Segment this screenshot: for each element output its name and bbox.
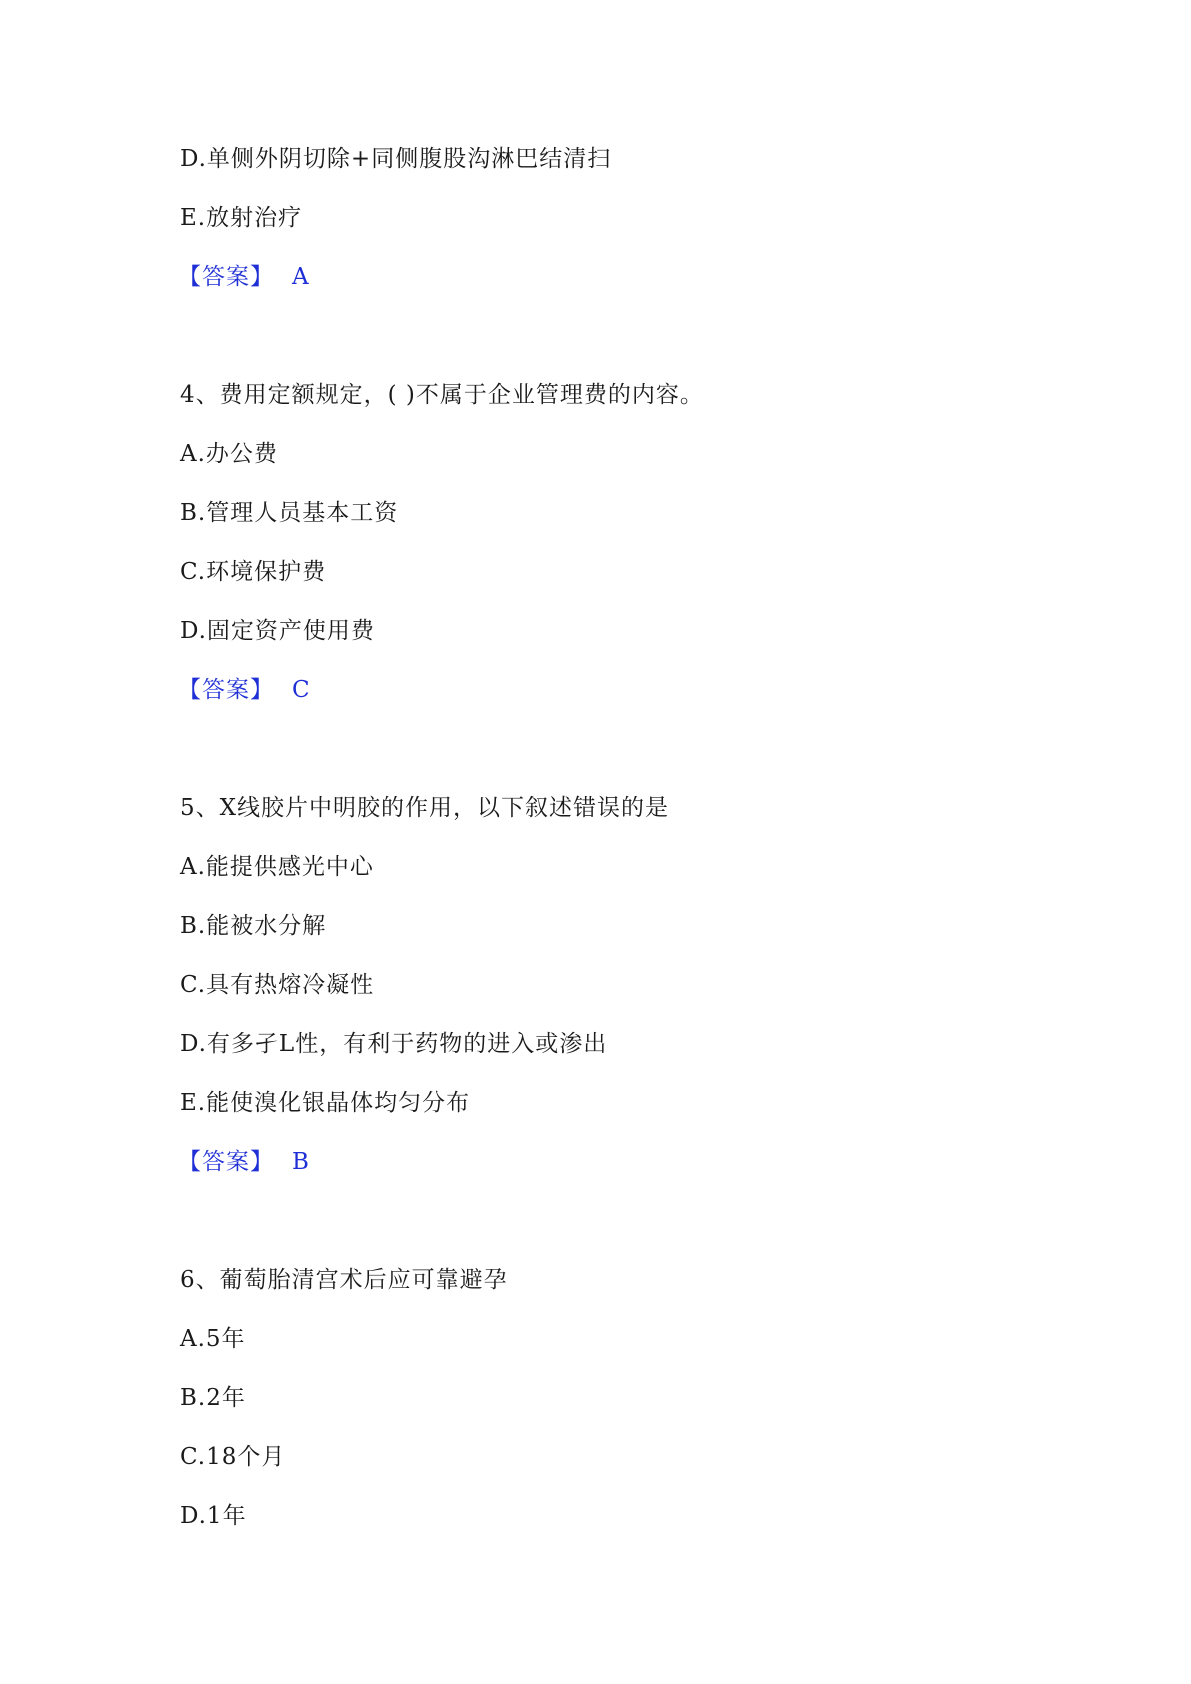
answer-label: 【答案】 [178, 264, 274, 290]
option-text: A.5年 [180, 1326, 246, 1352]
option-text: D.1年 [180, 1503, 247, 1529]
option-text: C.环境保护费 [180, 559, 327, 585]
answer-label: 【答案】 [178, 1149, 274, 1175]
option-text: A.能提供感光中心 [180, 854, 374, 880]
option-text: E.能使溴化银晶体均匀分布 [180, 1090, 471, 1116]
answer-label: 【答案】 [178, 677, 274, 703]
answer-line [178, 675, 311, 705]
option-text: C.具有热熔冷凝性 [180, 972, 375, 998]
answer-value: C [292, 677, 311, 703]
question-stem: 4、费用定额规定，( )不属于企业管理费的内容。 [180, 382, 704, 408]
option-text: E.放射治疗 [180, 205, 303, 231]
question-stem: 6、葡萄胎清宫术后应可靠避孕 [180, 1267, 508, 1293]
option-text: B.管理人员基本工资 [180, 500, 399, 526]
option-text: C.18个月 [180, 1444, 286, 1470]
option-text: D.有多孑L性，有利于药物的进入或渗出 [180, 1031, 608, 1057]
answer-line [178, 1147, 310, 1177]
answer-line [178, 262, 310, 292]
option-text: D.固定资产使用费 [180, 618, 375, 644]
question-stem: 5、X线胶片中明胶的作用，以下叙述错误的是 [180, 795, 670, 821]
option-text: B.能被水分解 [180, 913, 327, 939]
option-text: A.办公费 [180, 441, 278, 467]
option-text: D.单侧外阴切除+同侧腹股沟淋巴结清扫 [180, 146, 612, 172]
answer-value: A [292, 264, 310, 290]
answer-value: B [292, 1149, 310, 1175]
option-text: B.2年 [180, 1385, 246, 1411]
